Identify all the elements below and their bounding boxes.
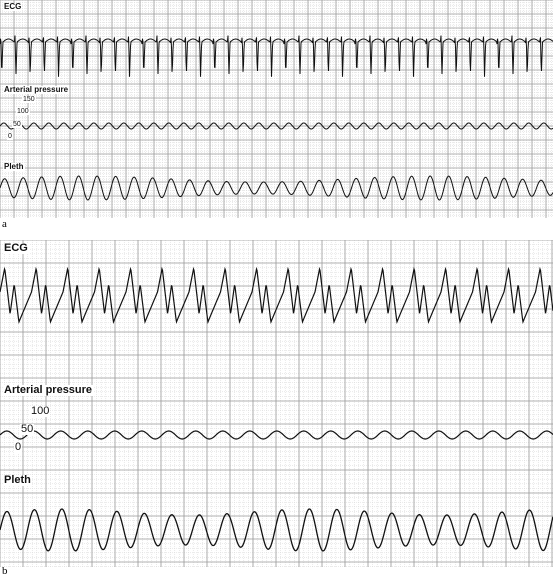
- trace-label-arterial-pressure-b: Arterial pressure: [4, 384, 93, 396]
- trace-label-ecg-a: ECG: [4, 2, 22, 11]
- trace-label-ecg-b: ECG: [4, 242, 28, 254]
- panel-label-a: a: [2, 218, 7, 230]
- recording-strip-a: [0, 0, 553, 218]
- pressure-scale-100-a: 100: [17, 108, 29, 115]
- pressure-scale-0-a: 0: [8, 133, 12, 140]
- panel-label-b: b: [2, 565, 8, 577]
- pressure-scale-100-b: 100: [31, 405, 50, 417]
- pressure-scale-0-b: 0: [15, 441, 22, 453]
- trace-label-arterial-pressure-a: Arterial pressure: [4, 85, 69, 94]
- pressure-scale-150-a: 150: [23, 96, 35, 103]
- minor-grid: [0, 240, 553, 567]
- panel-b: [0, 240, 553, 567]
- grid: [0, 240, 553, 567]
- recording-strip-b: [0, 240, 553, 567]
- major-grid: [0, 240, 553, 567]
- pressure-scale-50-b: 50: [21, 423, 34, 435]
- panel-a: [0, 0, 553, 218]
- trace-label-pleth-b: Pleth: [4, 474, 31, 486]
- trace-label-pleth-a: Pleth: [4, 162, 24, 171]
- pressure-scale-50-a: 50: [13, 121, 21, 128]
